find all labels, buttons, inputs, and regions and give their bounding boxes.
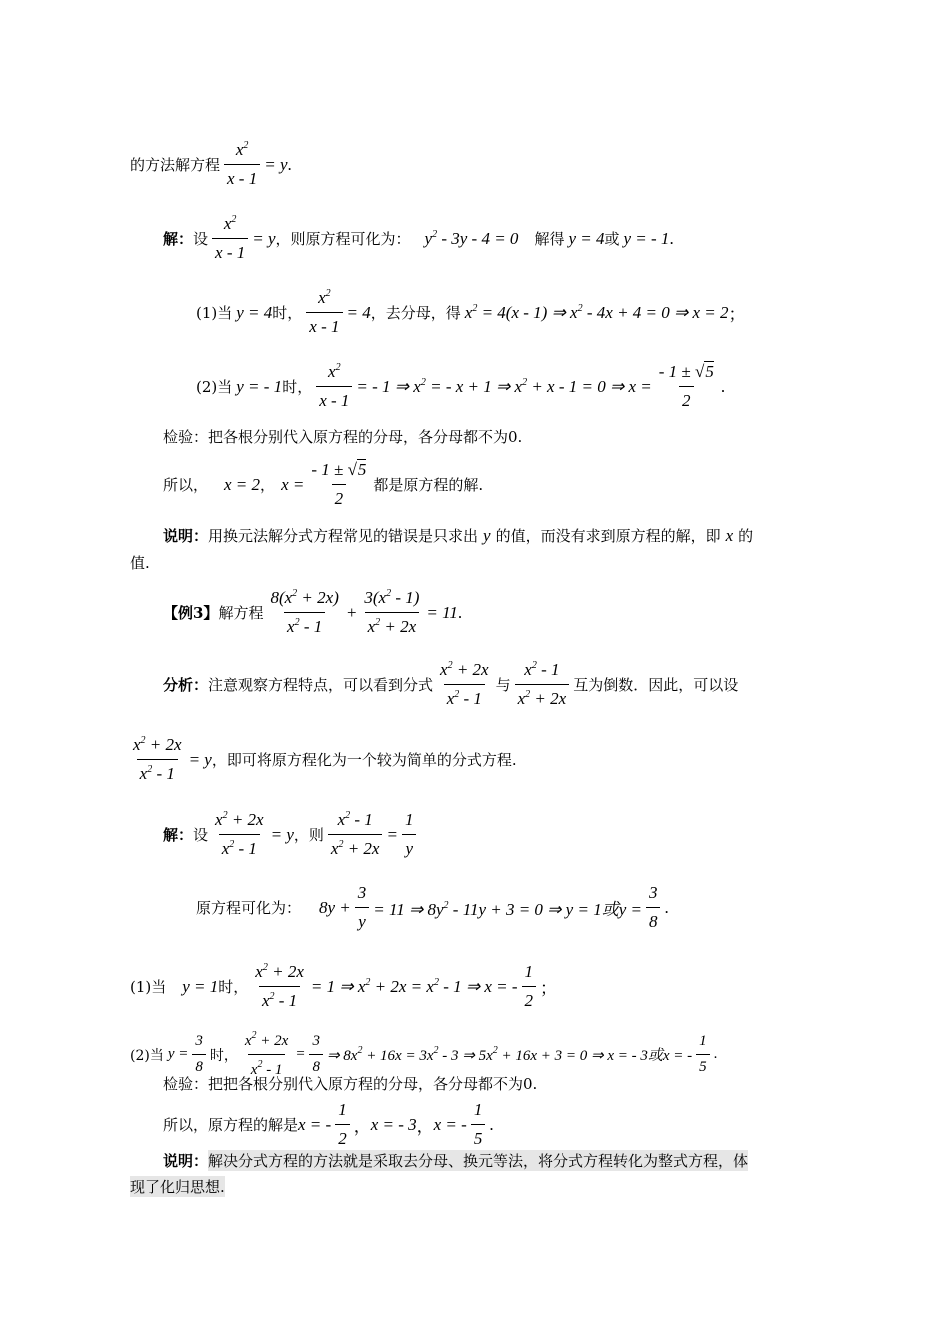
- case3a-line: (1)当 y = 1 时， $\frac{x^2 + 2x}{x^2 - 1}$ = 1 ⇒ $x^2 + 2x = x^2 - 1$ ⇒ x = - $\frac{1}{2}$ ；: [130, 962, 558, 1010]
- example3-line: 【例3】 解方程 $\frac{8(x^2 + 2x)}{x^2 - 1}$ + $\frac{3(x^2 - 1)}{x^2 + 2x}$ = 11 .: [163, 588, 463, 636]
- analysis-line1: 分析： 注意观察方程特点，可以看到分式 $\frac{x^2 + 2x}{x^2 - 1}$ 与 $\frac{x^2 - 1}{x^2 + 2x}$ 互为倒数．因此，可以设: [163, 660, 739, 708]
- conclusion1-line: 所以， x = 2 ， x = $\frac{- 1 \pm √5}{2}$ 都是原方程的解.: [163, 460, 484, 508]
- case3b-line: (2)当 y = $\frac{3}{8}$ 时， $\frac{x^2 + 2x}{x^2 - 1}$ = $\frac{3}{8}$ ⇒ $8x^2 + 16x = 3x^2 - 3$ ⇒ $5x^2 + 16x + 3 = 0$ ⇒ x = - 3或x = - $\frac{1}{5}$ .: [130, 1030, 718, 1078]
- reduce-line: 原方程可化为： 8y + $\frac{3}{y}$ = 11 ⇒ $8y^2 - 11y + 3 = 0$ ⇒ y = 1或y = $\frac{3}{8}$ .: [196, 883, 669, 931]
- case1-line: (1)当 y = 4 时， $\frac{x^2}{x - 1}$ = 4 ，去分母，得 $x^2 = 4(x - 1)$ ⇒ $x^2 - 4x + 4 = 0$ ⇒ x = 2 ；: [196, 288, 746, 336]
- formula-fraction: $\frac{x^2}{x - 1}$: [224, 140, 260, 189]
- note2-line2: 现了化归思想.: [130, 1178, 225, 1196]
- intro-line: 的方法解方程 $\frac{x^2}{x - 1}$ = y .: [130, 140, 292, 188]
- note1-line2: 值.: [130, 554, 150, 572]
- solution3-line: 解： 设 $\frac{x^2 + 2x}{x^2 - 1}$ = y ，则 $\frac{x^2 - 1}{x^2 + 2x}$ = $\frac{1}{y}$: [163, 810, 420, 859]
- note1-line1: 说明： 用换元法解分式方程常见的错误是只求出 y 的值，而没有求到原方程的解，即 x 的: [163, 525, 754, 545]
- check1-line: [163, 426, 522, 447]
- case2-line: (2)当 y = - 1 时， $\frac{x^2}{x - 1}$ = - 1 ⇒ $x^2$ = - x + 1 ⇒ $x^2 + x - 1 = 0$ ⇒ x = $\frac{- 1 \pm √5}{2}$ .: [196, 362, 726, 410]
- note2-line1: 说明： 解决分式方程的方法就是采取去分母、换元等法，将分式方程转化为整式方程，体: [163, 1152, 749, 1170]
- conclusion2-line: 所以，原方程的解是 x = - $\frac{1}{2}$ ， x = - 3 ， x = - $\frac{1}{5}$ .: [163, 1100, 494, 1148]
- analysis-line2: $\frac{x^2 + 2x}{x^2 - 1}$ = y ，即可将原方程化为一个较为简单的分式方程.: [133, 735, 517, 783]
- example3-label: 【例3】: [163, 604, 219, 622]
- check1-text: 检验：把各根分别代入原方程的分母，各分母都不为0.: [163, 428, 523, 446]
- check2-line: [163, 1073, 537, 1094]
- check2-text: 检验：把把各根分别代入原方程的分母，各分母都不为0.: [163, 1075, 538, 1093]
- solution1-line: 解： 设 $\frac{x^2}{x - 1}$ = y ，则原方程可化为： $y^2 - 3y - 4 = 0$ 解得 y = 4 或 y = - 1 .: [163, 214, 674, 262]
- intro-text: 的方法解方程: [130, 156, 221, 174]
- solution-label: 解：: [163, 230, 194, 248]
